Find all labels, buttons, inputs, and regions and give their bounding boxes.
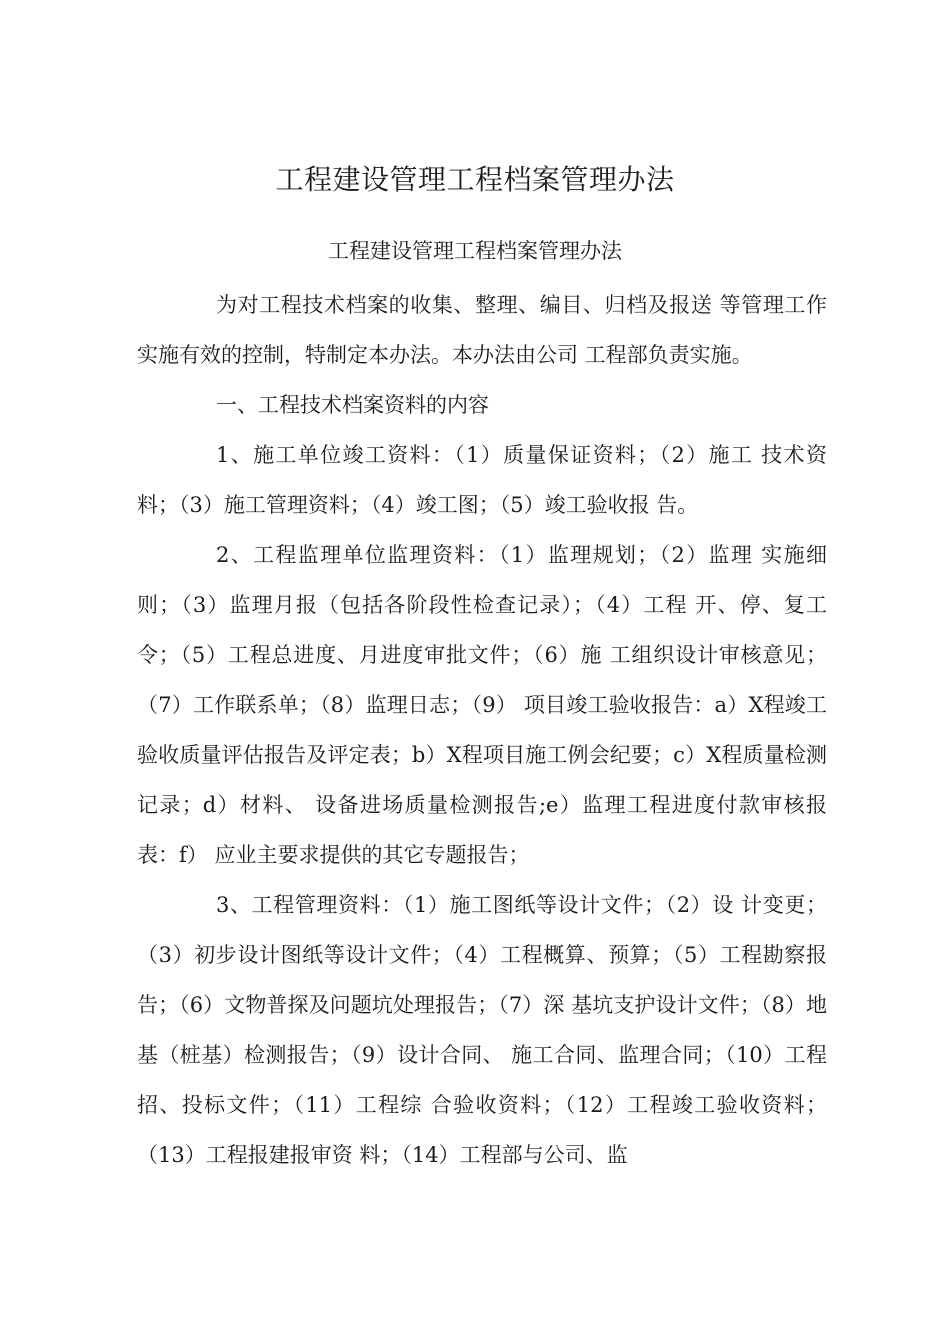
- item-paragraph-3: 3、工程管理资料：（1）施工图纸等设计文件；（2）设 计变更；（3）初步设计图纸等设计文件；（4）工程概算、预算；（5）工程勘察报告；（6）文物普探及问题坑处理报告；（7）深 基坑支护设计文件；（8）地基（桩基）检测报告；（9）设计合同、 施工合同、监理合同；（10）工程招、投标文件；（11）工程综 合验收资料；（12）工程竣工验收资料；（13）工程报建报审资 料；（14）工程部与公司、监: [137, 893, 827, 1167]
- document-subtitle: 工程建设管理工程档案管理办法: [328, 239, 622, 263]
- document-title: 工程建设管理工程档案管理办法: [275, 163, 675, 196]
- item-paragraph-2: 2、工程监理单位监理资料：（1）监理规划；（2）监理 实施细则；（3）监理月报（包括各阶段性检查记录）；（4）工程 开、停、复工令；（5）工程总进度、月进度审批文件；（6）施 工组织设计审核意见；（7）工作联系单；（8）监理日志；（9） 项目竣工验收报告：a）X程竣工验收质量评估报告及评定表；b）X程项目施工例会纪要；c）X程质量检测记录；d）材料、 设备进场质量检测报告;e）监理工程进度付款审核报表：f） 应业主要求提供的其它专题报告；: [137, 543, 827, 867]
- item-paragraph-1: 1、施工单位竣工资料：（1）质量保证资料；（2）施工 技术资料；（3）施工管理资料；（4）竣工图；（5）竣工验收报 告。: [137, 443, 827, 517]
- section-heading: 一、工程技术档案资料的内容: [216, 393, 489, 417]
- document-body: [137, 280, 827, 1180]
- intro-paragraph: 为对工程技术档案的收集、整理、编目、归档及报送 等管理工作实施有效的控制，特制定本办法。本办法由公司 工程部负责实施。: [137, 293, 827, 367]
